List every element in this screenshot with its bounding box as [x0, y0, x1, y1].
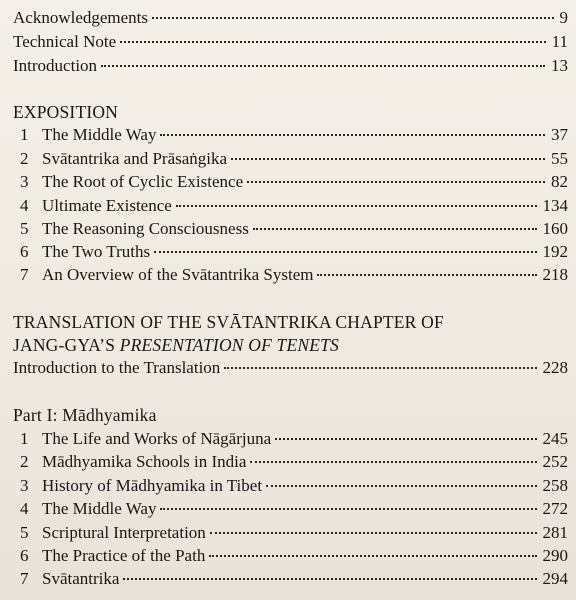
heading-italic-title: PRESENTATION OF TENETS	[119, 335, 340, 355]
toc-entry-introduction	[13, 54, 568, 78]
dot-leader	[224, 367, 536, 369]
entry-number: 2	[20, 452, 29, 471]
entry-number: 4	[20, 499, 29, 518]
dot-leader	[120, 41, 546, 43]
entry-number: 2	[20, 149, 29, 168]
entry-label: The Practice of the Path	[42, 546, 206, 565]
toc-entry	[20, 427, 568, 451]
toc-entry	[20, 170, 568, 194]
dot-leader	[210, 532, 537, 534]
entry-page-number: 290	[542, 546, 568, 565]
dot-leader	[266, 485, 536, 487]
section-heading-translation-line2	[13, 333, 576, 357]
entry-page-number: 192	[542, 242, 568, 261]
entry-number: 6	[20, 242, 29, 261]
section-heading-part1: Part I: Mādhyamika	[13, 405, 157, 425]
dot-leader	[247, 181, 545, 183]
entry-label: The Middle Way	[42, 499, 157, 518]
toc-entry	[20, 263, 568, 287]
toc-entry	[20, 474, 568, 498]
toc-entry-acknowledgements	[13, 6, 568, 30]
entry-number: 3	[20, 476, 29, 495]
entry-page-number: 272	[542, 499, 568, 518]
dot-leader	[152, 17, 553, 19]
toc-entry	[20, 450, 568, 474]
toc-entry	[20, 123, 568, 147]
entry-label: An Overview of the Svātantrika System	[42, 265, 314, 284]
entry-page-number: 134	[542, 196, 568, 215]
entry-label: Introduction	[13, 56, 98, 75]
entry-page-number: 11	[551, 32, 568, 51]
entry-label: The Root of Cyclic Existence	[42, 172, 244, 191]
entry-number: 5	[20, 219, 29, 238]
toc-entry	[20, 567, 568, 591]
dot-leader	[275, 438, 536, 440]
entry-page-number: 228	[542, 358, 568, 377]
dot-leader	[250, 461, 536, 463]
dot-leader	[317, 274, 536, 276]
toc-entry	[20, 217, 568, 241]
dot-leader	[101, 65, 545, 67]
entry-page-number: 55	[551, 149, 568, 168]
dot-leader	[123, 578, 536, 580]
toc-entry	[20, 240, 568, 264]
entry-label: Svātantrika	[42, 569, 120, 588]
entry-number: 6	[20, 546, 29, 565]
entry-page-number: 258	[542, 476, 568, 495]
entry-label: Mādhyamika Schools in India	[42, 452, 247, 471]
entry-label: Ultimate Existence	[42, 196, 172, 215]
entry-page-number: 252	[542, 452, 568, 471]
toc-entry	[20, 497, 568, 521]
entry-label: History of Mādhyamika in Tibet	[42, 476, 263, 495]
entry-number: 7	[20, 569, 29, 588]
entry-page-number: 281	[542, 523, 568, 542]
dot-leader	[209, 555, 536, 557]
entry-page-number: 218	[542, 265, 568, 284]
entry-label: The Reasoning Consciousness	[42, 219, 249, 238]
toc-entry	[20, 544, 568, 568]
entry-label: Scriptural Interpretation	[42, 523, 206, 542]
entry-number: 1	[20, 125, 29, 144]
section-heading-exposition: EXPOSITION	[13, 102, 119, 122]
entry-label: The Two Truths	[42, 242, 151, 261]
entry-label: The Life and Works of Nāgārjuna	[42, 429, 272, 448]
entry-label: Svātantrika and Prāsaṅgika	[42, 149, 228, 168]
section-heading-translation-line1: TRANSLATION OF THE SVĀTANTRIKA CHAPTER OF	[13, 312, 444, 332]
entry-page-number: 82	[551, 172, 568, 191]
entry-page-number: 294	[542, 569, 568, 588]
dot-leader	[160, 134, 545, 136]
entry-page-number: 13	[551, 56, 568, 75]
entry-page-number: 37	[551, 125, 568, 144]
entry-page-number: 160	[542, 219, 568, 238]
entry-number: 7	[20, 265, 29, 284]
entry-number: 4	[20, 196, 29, 215]
entry-label: Introduction to the Translation	[13, 358, 221, 377]
entry-label: Technical Note	[13, 32, 117, 51]
toc-entry	[20, 147, 568, 171]
dot-leader	[154, 251, 536, 253]
toc-entry-technical-note	[13, 30, 568, 54]
dot-leader	[231, 158, 545, 160]
toc-entry	[20, 194, 568, 218]
dot-leader	[253, 228, 537, 230]
entry-label: Acknowledgements	[13, 8, 149, 27]
toc-entry-translation-intro	[13, 356, 568, 380]
dot-leader	[160, 508, 536, 510]
toc-entry	[20, 521, 568, 545]
entry-number: 1	[20, 429, 29, 448]
heading-prefix: JANG-GYA’S	[13, 335, 120, 355]
entry-label: The Middle Way	[42, 125, 157, 144]
dot-leader	[176, 205, 537, 207]
entry-number: 5	[20, 523, 29, 542]
entry-page-number: 9	[559, 8, 568, 27]
entry-number: 3	[20, 172, 29, 191]
entry-page-number: 245	[542, 429, 568, 448]
